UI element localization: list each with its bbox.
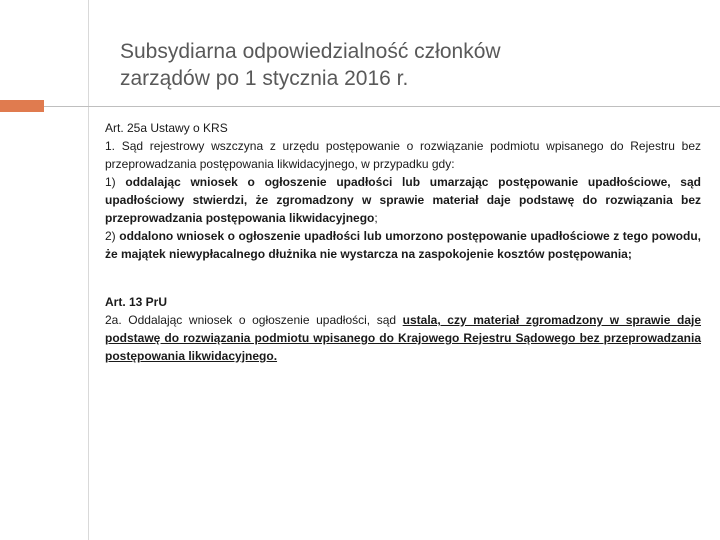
section1-para1: 1. Sąd rejestrowy wszczyna z urzędu postępowanie o rozwiązanie podmiotu wpisanego do Rejestru bez przeprowadzania postępowania likwidacyjnego, w przypadku gdy: — [105, 139, 701, 171]
item2-text: oddalono wniosek o ogłoszenie upadłości lub umorzono postępowanie upadłościowe z tego powodu, że majątek niewypłacalnego dłużnika nie wystarcza na zaspokojenie kosztów postępowania; — [105, 229, 701, 261]
item1-text: oddalając wniosek o ogłoszenie upadłości lub umarzając postępowanie upadłościowe, sąd upadłościowy stwierdzi, że zgromadzony w sprawie materiał daje podstawę do rozwiązania bez przeprowadzania postępowania likwidacyjnego — [105, 175, 701, 225]
section2-para-underlined: ustala, czy materiał zgromadzony w sprawie daje podstawę do rozwiązania podmiotu wpisanego do Krajowego Rejestru Sądowego bez przeprowadzania postępowania likwidacyjnego. — [105, 313, 702, 363]
section-spacer-2 — [105, 281, 701, 293]
section1-item2 — [105, 227, 701, 263]
item1-number: 1) — [105, 175, 126, 189]
slide-title — [120, 38, 680, 92]
slide-content — [105, 119, 701, 365]
item1-end: ; — [374, 211, 378, 225]
slide-title-line2: zarządów po 1 stycznia 2016 r. — [120, 67, 409, 90]
section1-heading: Art. 25a Ustawy o KRS — [105, 121, 228, 135]
title-divider — [0, 106, 720, 107]
section2-para — [105, 311, 701, 365]
section2-para-start: 2a. Oddalając wniosek o ogłoszenie upadłości, sąd — [105, 313, 403, 327]
slide-title-line1: Subsydiarna odpowiedzialność członków — [120, 40, 501, 63]
accent-box — [0, 100, 44, 112]
item2-number: 2) — [105, 229, 120, 243]
section2-heading: Art. 13 PrU — [105, 295, 168, 309]
section1-item1 — [105, 173, 701, 227]
section-spacer — [105, 263, 701, 281]
vertical-rule — [88, 0, 89, 540]
